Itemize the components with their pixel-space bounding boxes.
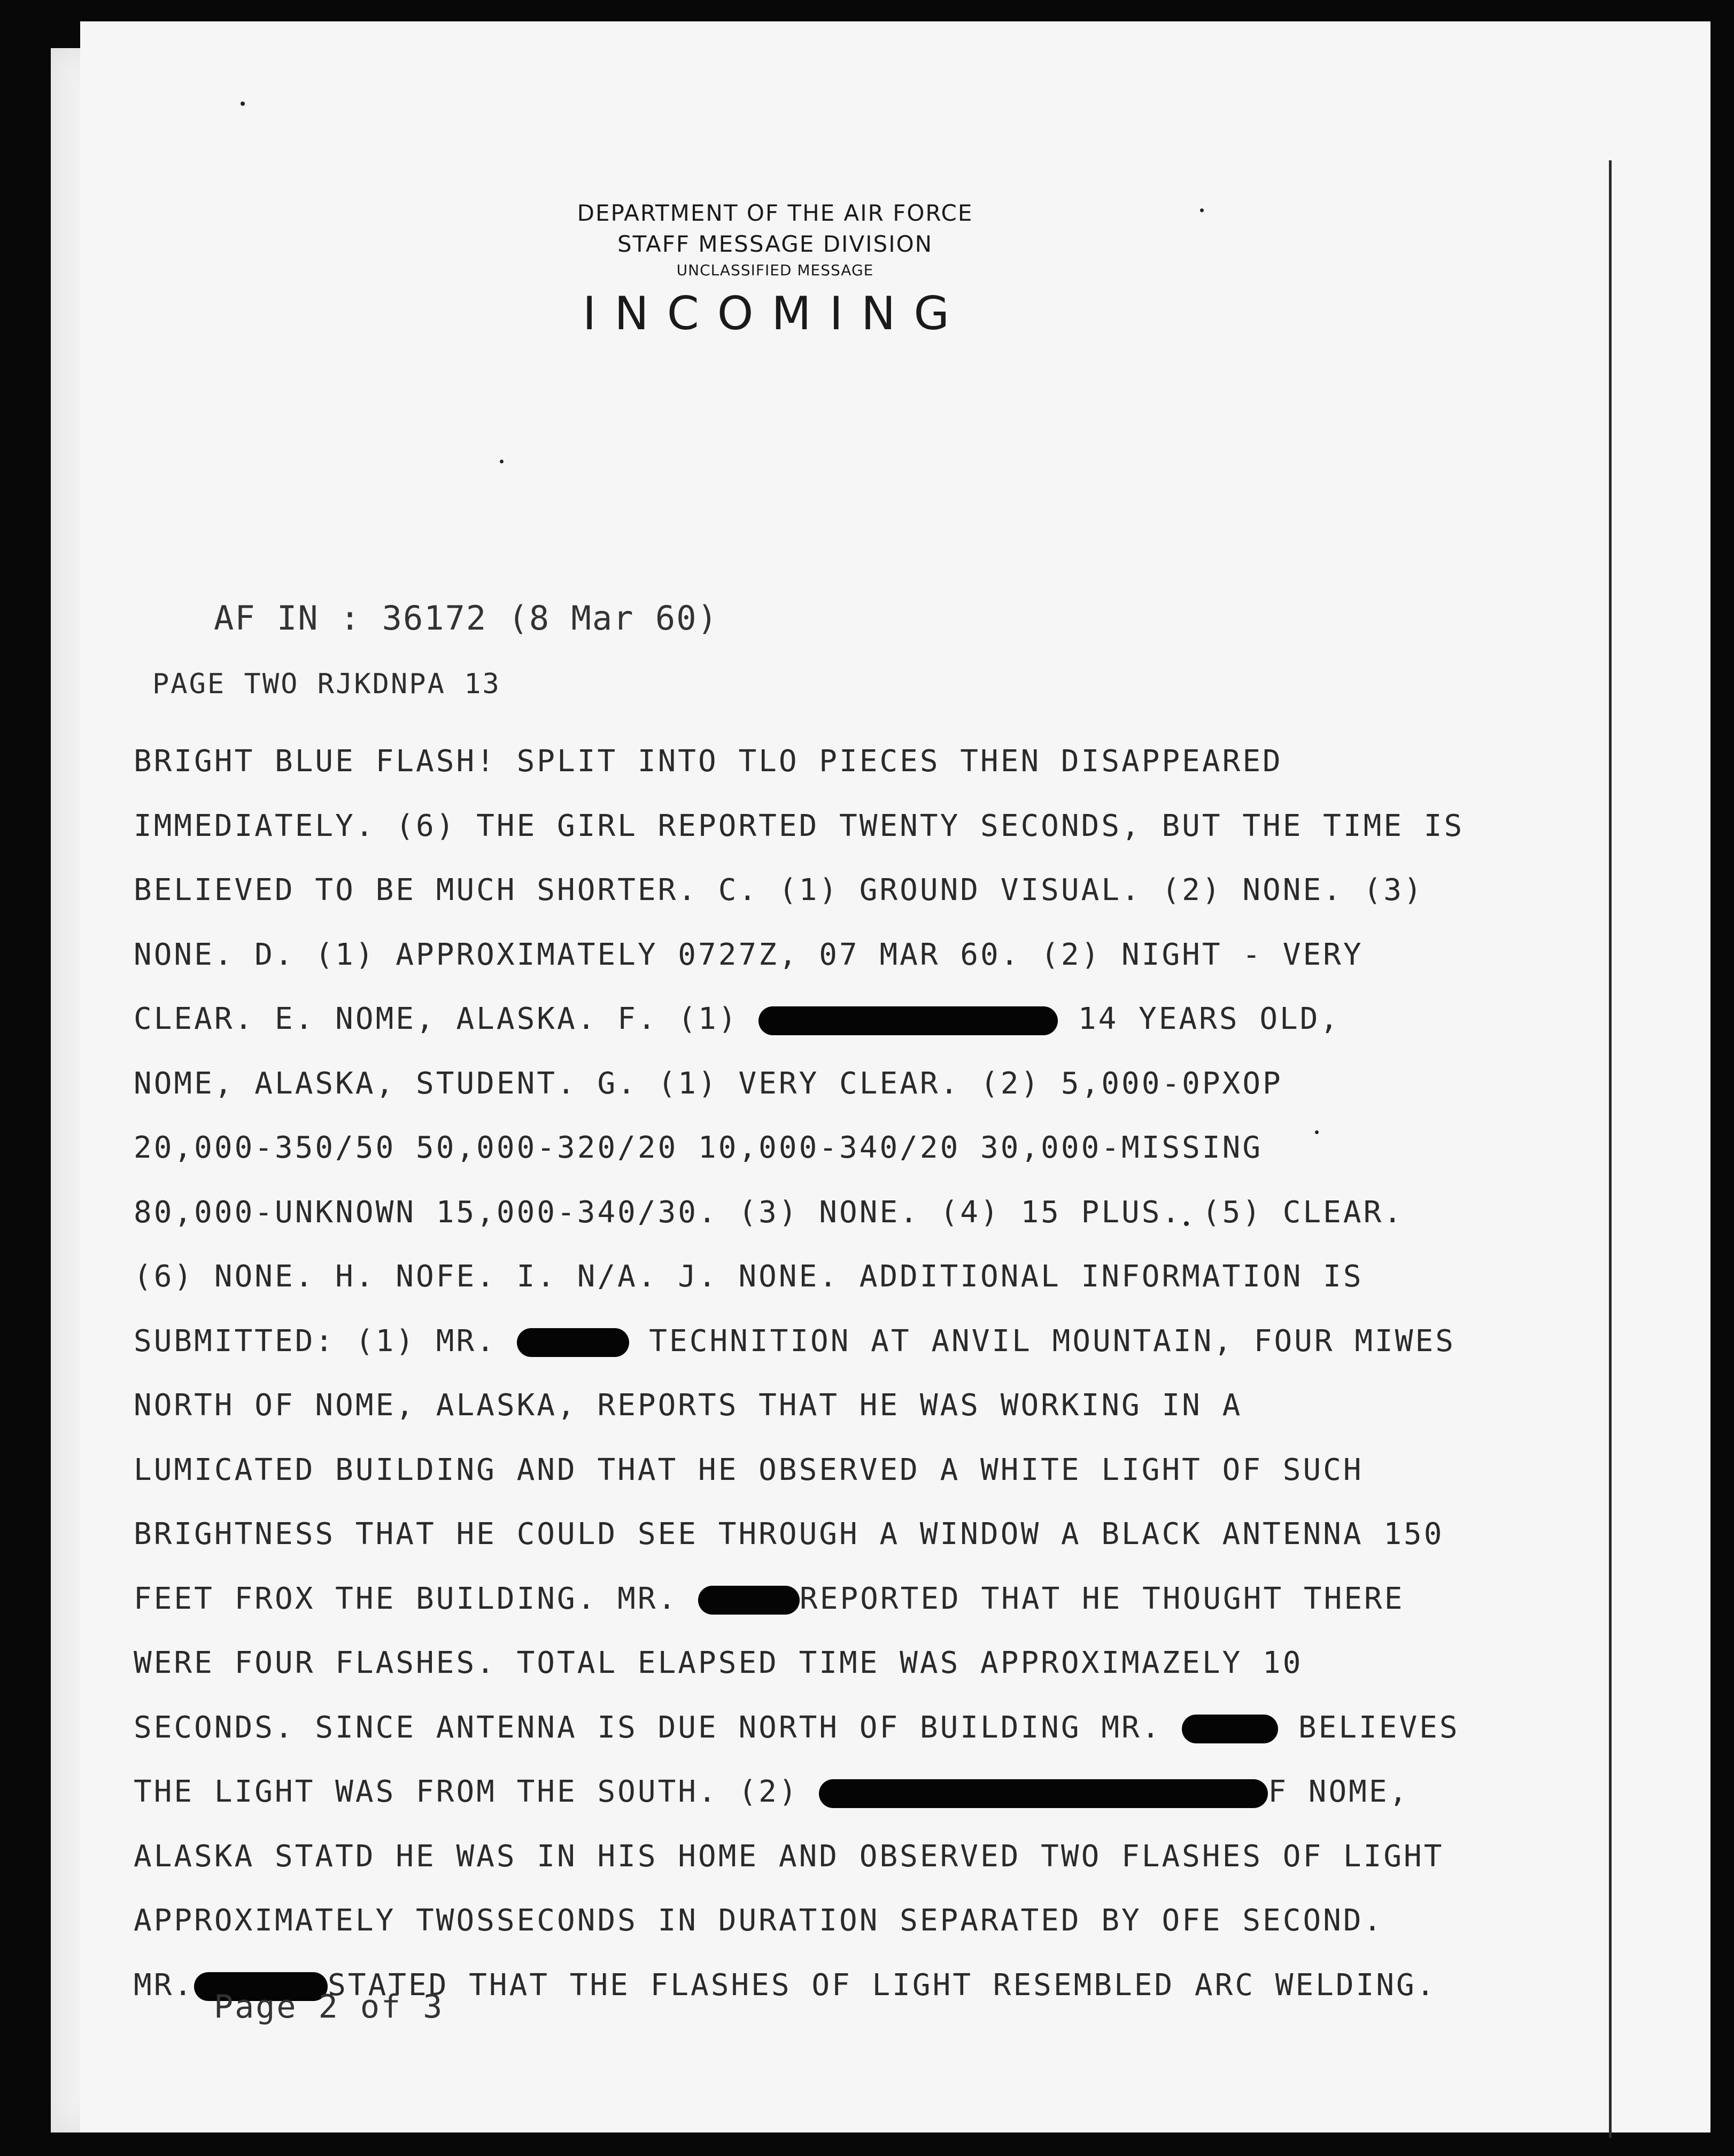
line-text: THE LIGHT WAS FROM THE SOUTH. (2) <box>134 1774 819 1809</box>
classification-label: UNCLASSIFIED MESSAGE <box>676 261 874 279</box>
speck <box>241 102 245 106</box>
line-text: STATED THAT THE FLASHES OF LIGHT RESEMBLED ARC WELDING. <box>328 1967 1437 2003</box>
redaction-block <box>698 1586 800 1615</box>
line-text: SUBMITTED: (1) MR. <box>134 1323 517 1359</box>
body-line <box>134 1052 1604 1116</box>
department-title: DEPARTMENT OF THE AIR FORCE <box>577 200 973 226</box>
body-line <box>134 858 1604 923</box>
body-line <box>134 1438 1604 1503</box>
message-body <box>134 730 1604 2018</box>
line-text: 14 YEARS OLD, <box>1058 1002 1341 1036</box>
line-text: FEET FROX THE BUILDING. MR. <box>134 1581 699 1616</box>
incoming-label: INCOMING <box>583 287 967 340</box>
body-line <box>134 1309 1604 1374</box>
margin-rule <box>1609 160 1612 2138</box>
body-line <box>134 1760 1604 1825</box>
line-text: NOME, ALASKA, STUDENT. G. (1) VERY CLEAR. (2) 5,000-0PXOP <box>134 1066 1283 1101</box>
line-text: (6) NONE. H. NOFE. I. N/A. J. NONE. ADDITIONAL INFORMATION IS <box>134 1259 1364 1294</box>
line-text: 80,000-UNKNOWN 15,000-340/30. (3) NONE. (4) 15 PLUS. (5) CLEAR. <box>134 1195 1404 1230</box>
line-text: LUMICATED BUILDING AND THAT HE OBSERVED A WHITE LIGHT OF SUCH <box>134 1452 1364 1487</box>
af-in-number: AF IN : 36172 (8 Mar 60) <box>214 599 718 638</box>
line-text: IMMEDIATELY. (6) THE GIRL REPORTED TWENTY SECONDS, BUT THE TIME IS <box>134 808 1465 843</box>
body-line <box>134 1116 1604 1181</box>
body-line <box>134 1825 1604 1889</box>
redaction-block <box>1182 1715 1278 1743</box>
line-text: CLEAR. E. NOME, ALASKA. F. (1) <box>134 1002 759 1036</box>
message-header <box>481 198 1069 343</box>
redaction-block <box>819 1779 1268 1808</box>
line-text: ALASKA STATD HE WAS IN HIS HOME AND OBSERVED TWO FLASHES OF LIGHT <box>134 1839 1444 1874</box>
line-text: BELIEVES <box>1278 1710 1460 1745</box>
redaction-block <box>517 1328 629 1357</box>
line-text: 20,000-350/50 50,000-320/20 10,000-340/20 30,000-MISSING <box>134 1130 1263 1165</box>
line-text: NONE. D. (1) APPROXIMATELY 0727Z, 07 MAR 60. (2) NIGHT - VERY <box>134 937 1364 972</box>
line-text: BRIGHTNESS THAT HE COULD SEE THROUGH A WINDOW A BLACK ANTENNA 150 <box>134 1517 1444 1552</box>
body-line <box>134 923 1604 988</box>
body-line <box>134 1502 1604 1567</box>
line-text: TECHNITION AT ANVIL MOUNTAIN, FOUR MIWES <box>629 1323 1456 1359</box>
division-title: STAFF MESSAGE DIVISION <box>617 231 933 257</box>
page-routing-line: PAGE TWO RJKDNPA 13 <box>152 668 501 700</box>
line-text: NORTH OF NOME, ALASKA, REPORTS THAT HE WAS WORKING IN A <box>134 1388 1243 1423</box>
body-line <box>134 730 1604 794</box>
body-line <box>134 1889 1604 1953</box>
line-text: REPORTED THAT HE THOUGHT THERE <box>800 1581 1405 1616</box>
body-line <box>134 794 1604 859</box>
line-text: BRIGHT BLUE FLASH! SPLIT INTO TLO PIECES THEN DISAPPEARED <box>134 744 1283 779</box>
speck <box>1200 208 1204 212</box>
body-line <box>134 1374 1604 1438</box>
line-text: MR. <box>134 1967 195 2003</box>
page-number: Page 2 of 3 <box>214 1988 444 2026</box>
body-line <box>134 1631 1604 1696</box>
line-text: F NOME, <box>1268 1774 1410 1809</box>
line-text: WERE FOUR FLASHES. TOTAL ELAPSED TIME WAS APPROXIMAZELY 10 <box>134 1646 1303 1680</box>
body-line <box>134 1696 1604 1761</box>
body-line <box>134 1567 1604 1632</box>
body-line <box>134 1181 1604 1245</box>
line-text: BELIEVED TO BE MUCH SHORTER. C. (1) GROUND VISUAL. (2) NONE. (3) <box>134 873 1424 908</box>
redaction-block <box>758 1006 1058 1035</box>
line-text: APPROXIMATELY TWOSSECONDS IN DURATION SEPARATED BY OFE SECOND. <box>134 1903 1384 1938</box>
body-line <box>134 1245 1604 1309</box>
speck <box>500 460 504 463</box>
body-line <box>134 987 1604 1052</box>
line-text: SECONDS. SINCE ANTENNA IS DUE NORTH OF BUILDING MR. <box>134 1710 1182 1745</box>
